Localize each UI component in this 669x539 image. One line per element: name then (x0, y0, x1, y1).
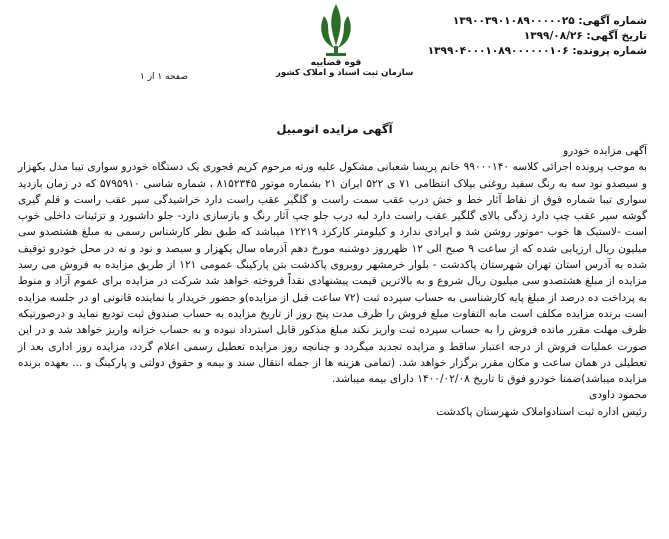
document-title: آگهی مزایده اتومبیل (276, 122, 393, 136)
signer-title: رئیس اداره ثبت اسنادواملاک شهرستان پاکدشت (436, 405, 647, 418)
judiciary-emblem-icon (314, 2, 358, 58)
ad-number: شماره آگهی: ۱۳۹۰۰۳۹۰۱۰۸۹۰۰۰۰۰۲۵ (452, 15, 647, 27)
emblem-caption-organization: سازمان ثبت اسناد و املاک کشور (276, 68, 414, 78)
body-main-text: به موجب پرونده اجرائی کلاسه ۹۹۰۰۰۱۴۰ خانم پریسا شعبانی مشکول علیه ورثه مرحوم کریم قجوری یک دستگاه خودرو سواری تیبا مدل یکهزار و سیصدو نود سه به رنگ سفید روغنی بپلاک انتظامی ۷۱ ی ۵۲۲ ایران ۲۱ بشماره موتور ۸۱۵۲۳۴۵ ، شماره شاسی ۵۷۹۵۹۱۰ که در زمان بازدید سواری تیبا شماره فوق از نقاط آثار خط و خش درب عقب سمت راست و گلگیر عقب راست دارد خراشیدگی سپر عقب راست و قلم گیری گوشه سپر عقب چپ دارد زدگی بالای گلگیر عقب راست دارد لبه درب جلو چپ آثار رنگ و بازسازی دارد- جلو داشبورد و تزئینات داخلی خوب است -لاستیک ها خوب -موتور روشن شد و ایرادی ندارد و کیلومتر کارکرد ۱۲۲۱۹ میباشد که طبق نظر کارشناس رسمی به مبلغ هشتصدو سی میلیون ریال ارزیابی شده که از ساعت ۹ صبح الی ۱۲ ظهرروز دوشنبه مورخ دهم آذرماه سال یکهزار و سیصد و نود و نه در محل خودرو توقیف شده به آدرس استان تهران شهرستان پاکدشت - بلوار خرمشهر روبروی پاکدشت بتن پارکینگ عمومی ۱۲۱ از طریق مزایده به فروش می رسد مزایده از مبلغ هشتصدو سی میلیون ریال شروع و به بالاترین قیمت پیشنهادی نقداً فروخته خواهد شد شرکت در مزایده برای عموم آزاد و منوط به پرداخت ده درصد از مبلغ پایه کارشناسی به حساب سپرده ثبت (۷۲ ساعت قبل از مزایده)و حضور خریدار یا نماینده قانونی او در جلسه مزایده است برنده مزایده مکلف است مابه التفاوت مبلغ فروش را ظرف مدت پنج روز از تاریخ مزایده به حساب صندوق ثبت تودیع نماید و درصورتیکه ظرف مهلت مقرر مانده فروش را به حساب سپرده ثبت واریز نکند مبلغ مذکور قابل استرداد نبوده و به حساب خزانه واریز خواهد شد و در این صورت عملیات فروش از درجه اعتبار ساقط و مزایده تجدید میگردد و چنانچه روز مزایده تعطیل رسمی اعلام گردد، مزایده روز اداری بعد از تعطیلی در همان ساعت و مکان مقرر برگزار خواهد شد. (تمامی هزینه ها از جمله انتقال سند و بیمه و حقوق دولتی و پارکینگ و ... بعهده برنده مزایده میباشد)ضمنا خودرو فوق تا تاریخ ۱۴۰۰/۰۲/۰۸ دارای بیمه میباشد. (18, 161, 648, 386)
file-number: شماره پرونده: ۱۳۹۹۰۴۰۰۰۱۰۸۹۰۰۰۰۰۰۱۰۶ (427, 45, 647, 57)
ad-metadata (428, 14, 647, 59)
judiciary-emblem (276, 2, 414, 94)
emblem-caption-judiciary: قوه قضاییه (310, 58, 362, 68)
signer-name: محمود داودی (589, 389, 647, 402)
page-indicator: صفحه ۱ از ۱ (140, 72, 188, 82)
document-body (18, 143, 647, 420)
ad-date: تاریخ آگهی: ۱۳۹۹/۰۸/۲۶ (523, 30, 647, 42)
body-subtitle: آگهی مزایده خودرو (563, 145, 647, 157)
